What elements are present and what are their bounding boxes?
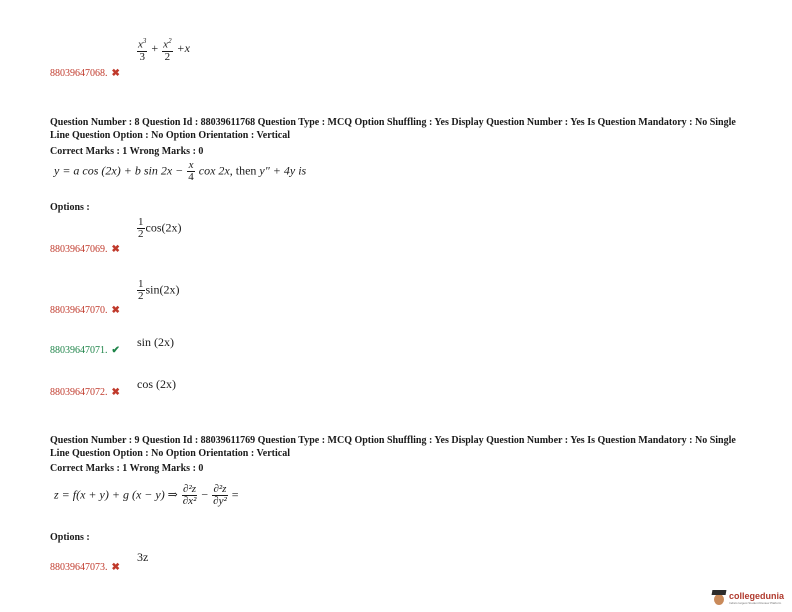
question-9-text: z = f(x + y) + g (x − y) ⇒ $\frac{\text{∂²z}}{\text{∂x²}}$ − $\frac{\text{∂²z}}{\text{∂y²}}$ = xyxy=(54,483,239,507)
option-formula: $\frac{1}{2}$ sin(2x) xyxy=(138,278,180,302)
wrong-mark-icon: ✖ xyxy=(111,305,120,316)
question-8-header: Question Number : 8 Question Id : 88039611768 Question Type : MCQ Option Shuffling : Yes Display Question Number : Yes Is Question Mandatory : No Single Line Question Option : No Option Orientation : Vertical xyxy=(50,117,736,141)
options-label: Options : xyxy=(50,532,90,543)
wrong-mark-icon: ✖ xyxy=(111,68,120,79)
option-id: 88039647070. ✖ xyxy=(50,305,120,316)
option-formula: sin (2x) xyxy=(137,335,174,349)
question-8-text: y = a cos (2x) + b sin 2x − $\frac{x}{4}$ cox 2x, then y" + 4y is xyxy=(54,159,307,183)
mascot-icon xyxy=(712,590,726,606)
question-9-marks: Correct Marks : 1 Wrong Marks : 0 xyxy=(50,463,204,474)
wrong-mark-icon: ✖ xyxy=(111,387,120,398)
options-label: Options : xyxy=(50,202,90,213)
option-id: 88039647073. ✖ xyxy=(50,562,120,573)
question-8-marks: Correct Marks : 1 Wrong Marks : 0 xyxy=(50,146,204,157)
option-formula: 3z xyxy=(137,550,149,564)
option-id: 88039647071. ✔ xyxy=(50,345,120,356)
logo-tagline: India's largest Student Review Platform xyxy=(728,600,782,605)
option-formula: $\frac{1}{2}$ cos(2x) xyxy=(138,216,182,240)
wrong-mark-icon: ✖ xyxy=(111,244,120,255)
option-id: 88039647072. ✖ xyxy=(50,387,120,398)
option-formula: cos (2x) xyxy=(137,377,176,391)
wrong-mark-icon: ✖ xyxy=(111,562,120,573)
logo-brand: collegedunia xyxy=(728,590,784,601)
collegedunia-logo xyxy=(712,590,784,606)
option-id: 88039647069. ✖ xyxy=(50,244,120,255)
correct-check-icon: ✔ xyxy=(111,345,120,356)
option-id: 88039647068. ✖ xyxy=(50,68,120,79)
q7-option-formula: $\frac{x^3}{3}$ + $\frac{x^2}{2}$ +x xyxy=(138,37,190,63)
question-9-header: Question Number : 9 Question Id : 88039611769 Question Type : MCQ Option Shuffling : Yes Display Question Number : Yes Is Question Mandatory : No Single Line Question Option : No Option Orientation : Vertical xyxy=(50,435,736,459)
